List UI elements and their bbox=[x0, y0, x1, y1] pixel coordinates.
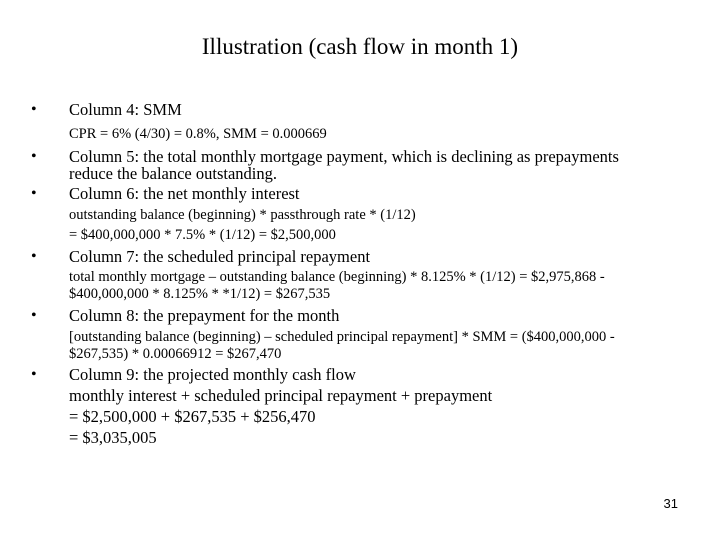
item-column-8-heading: Column 8: the prepayment for the month bbox=[69, 306, 340, 325]
item-column-6-detail: = $400,000,000 * 7.5% * (1/12) = $2,500,000 bbox=[69, 227, 336, 243]
item-column-6-detail: outstanding balance (beginning) * passthrough rate * (1/12) bbox=[69, 207, 416, 223]
item-column-6-heading: Column 6: the net monthly interest bbox=[69, 184, 300, 203]
slide-title: Illustration (cash flow in month 1) bbox=[201, 34, 519, 59]
item-column-9-line: monthly interest + scheduled principal repayment + prepayment bbox=[69, 386, 493, 405]
page-number: 31 bbox=[663, 496, 678, 511]
item-column-7-heading: Column 7: the scheduled principal repayment bbox=[69, 247, 371, 266]
item-column-5-heading: Column 5: the total monthly mortgage payment, which is declining as prepayments bbox=[69, 147, 619, 166]
bullet-icon: • bbox=[31, 366, 37, 383]
item-column-8-detail: $267,535) * 0.00066912 = $267,470 bbox=[69, 346, 282, 362]
bullet-icon: • bbox=[31, 307, 37, 324]
item-column-4-detail: CPR = 6% (4/30) = 0.8%, SMM = 0.000669 bbox=[69, 126, 327, 142]
item-column-5-heading-cont: reduce the balance outstanding. bbox=[69, 164, 277, 183]
bullet-icon: • bbox=[31, 185, 37, 202]
bullet-icon: • bbox=[31, 148, 37, 165]
item-column-9-line: = $2,500,000 + $267,535 + $256,470 bbox=[69, 407, 316, 426]
item-column-4-heading: Column 4: SMM bbox=[69, 100, 182, 119]
bullet-icon: • bbox=[31, 248, 37, 265]
item-column-9-heading: Column 9: the projected monthly cash flow bbox=[69, 365, 356, 384]
item-column-7-detail: $400,000,000 * 8.125% * *1/12) = $267,535 bbox=[69, 286, 331, 302]
item-column-9-line: = $3,035,005 bbox=[69, 428, 157, 447]
item-column-8-detail: [outstanding balance (beginning) – scheduled principal repayment] * SMM = ($400,000,000 - bbox=[69, 329, 615, 345]
bullet-icon: • bbox=[31, 101, 37, 118]
item-column-7-detail: total monthly mortgage – outstanding balance (beginning) * 8.125% * (1/12) = $2,975,868 - bbox=[69, 269, 605, 285]
